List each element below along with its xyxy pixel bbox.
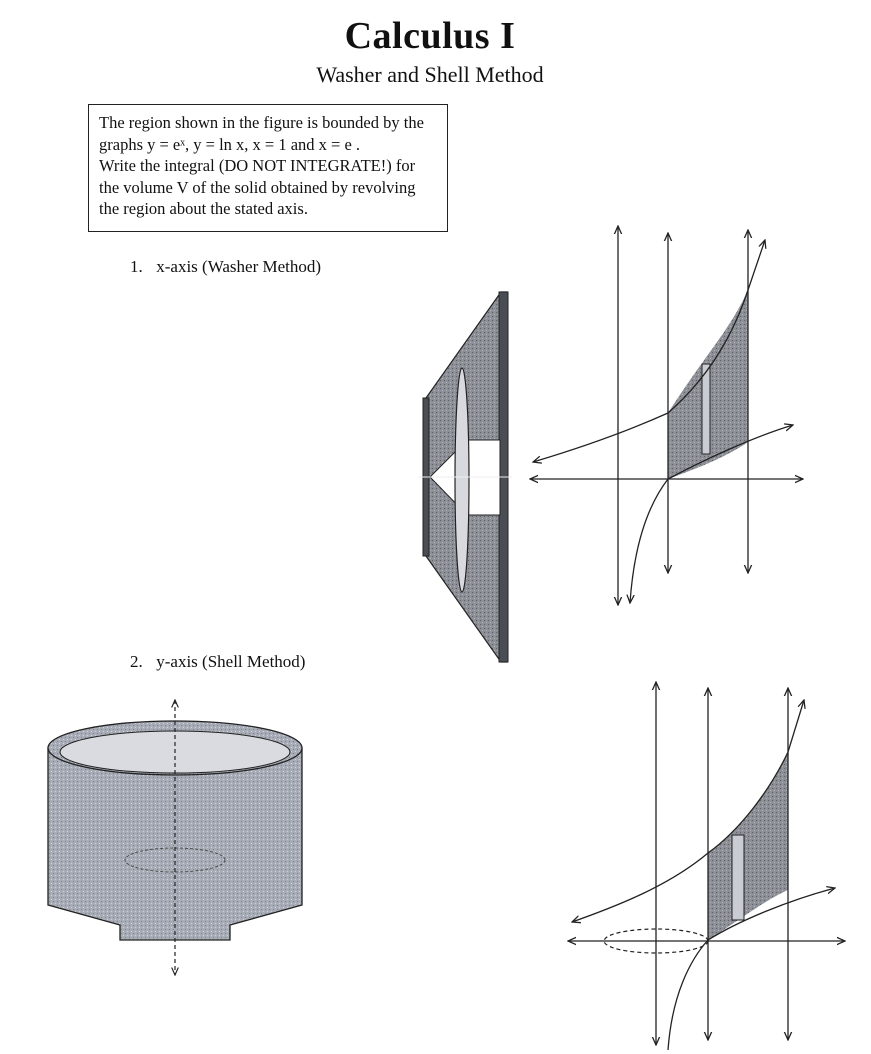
page-title: Calculus I	[344, 15, 516, 57]
question-number: 1.	[130, 257, 143, 276]
problem-line: the region about the stated axis.	[99, 199, 308, 218]
shell-graph-figure	[568, 682, 845, 1050]
washer-graph-figure	[530, 226, 803, 605]
problem-line: Write the integral (DO NOT INTEGRATE!) for	[99, 156, 416, 175]
shell-strip	[732, 835, 744, 920]
question-text: x-axis (Washer Method)	[156, 257, 322, 276]
washer-solid-figure	[418, 292, 512, 662]
question-number: 2.	[130, 652, 143, 671]
problem-line: the volume V of the solid obtained by revolving	[99, 177, 416, 197]
page-subtitle: Washer and Shell Method	[316, 62, 544, 87]
question-text: y-axis (Shell Method)	[156, 652, 306, 671]
washer-slice	[455, 368, 469, 592]
washer-strip	[702, 364, 710, 454]
shell-solid-figure	[48, 700, 302, 975]
problem-line: The region shown in the figure is bounded by the	[99, 113, 424, 132]
problem-line: graphs y = eˣ, y = ln x, x = 1 and x = e .	[99, 134, 361, 154]
shaded-region	[708, 752, 788, 940]
curve-logarithm	[668, 888, 835, 1050]
